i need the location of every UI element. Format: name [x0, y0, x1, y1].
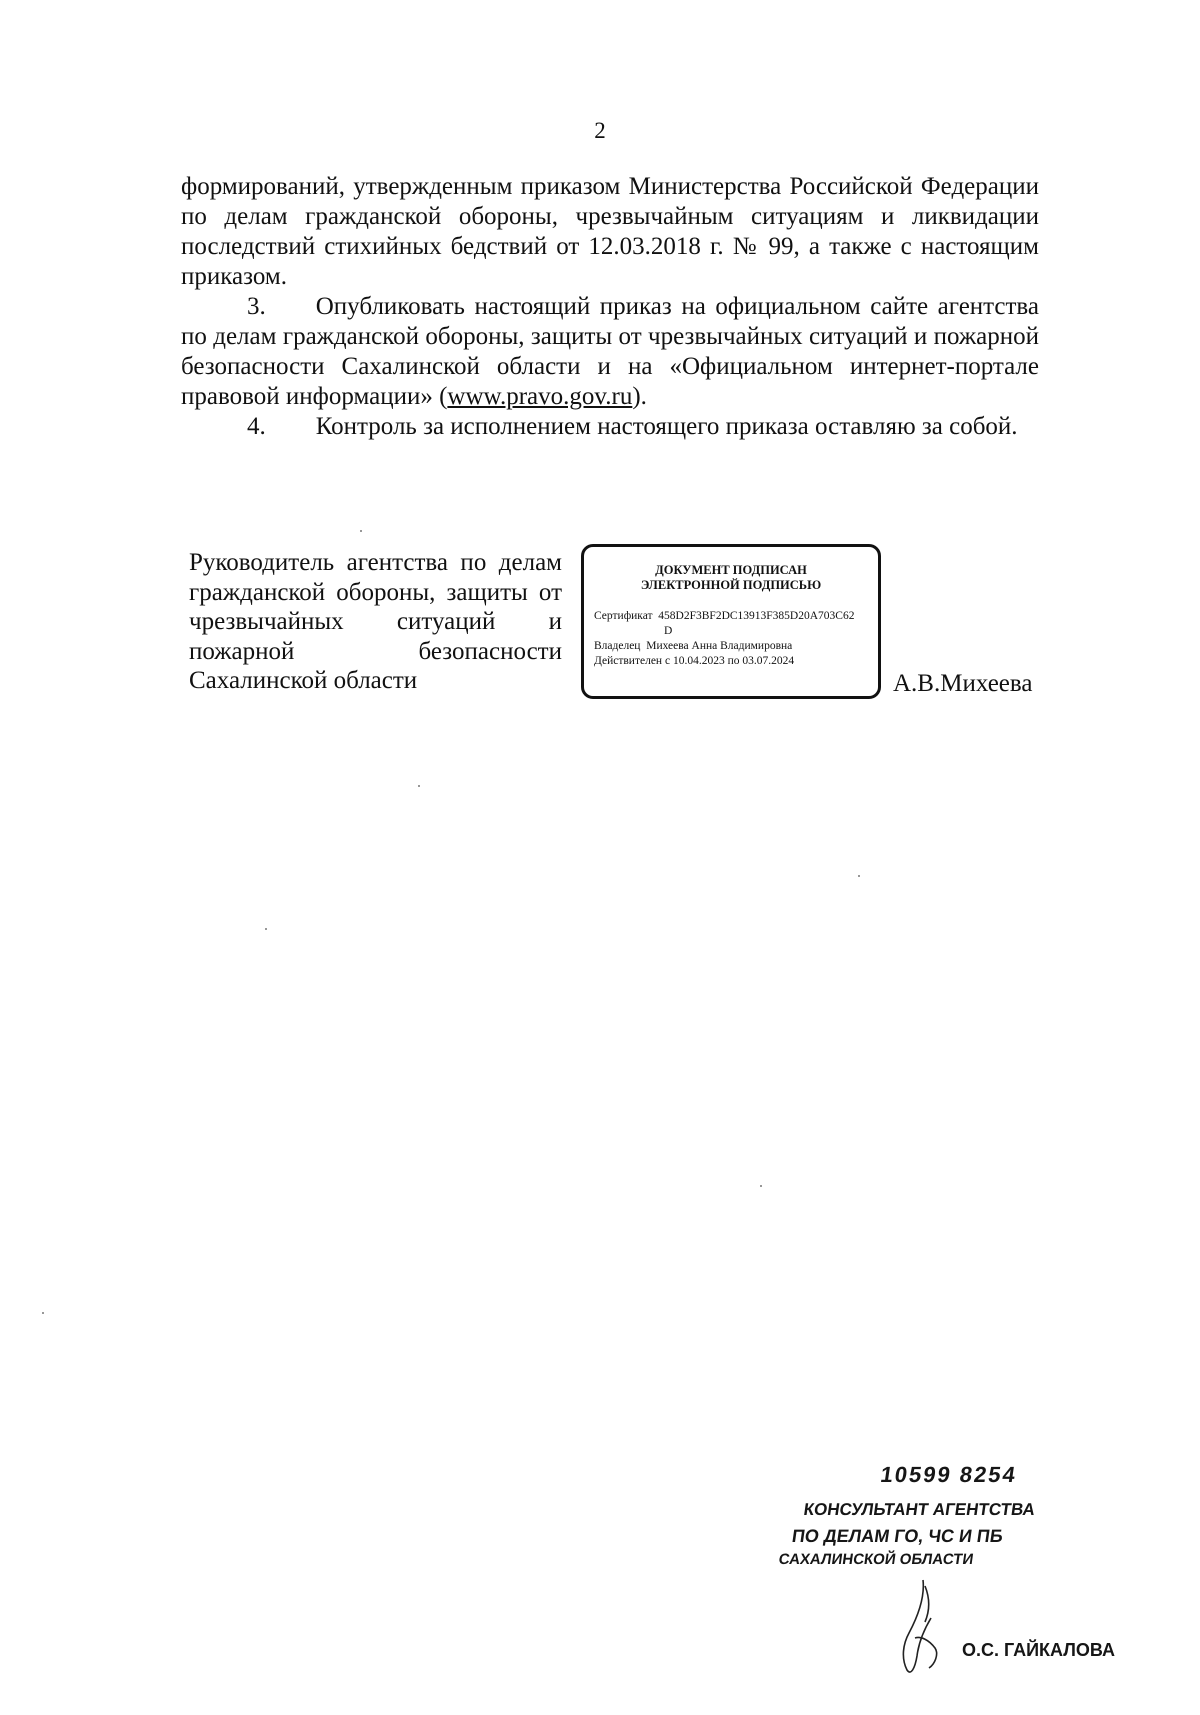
paragraph-3-text: Опубликовать настоящий приказ на официальном сайте агентства по делам гражданской обороны, защиты от чрезвычайных ситуаций и пожарной безопасности Сахалинской области и на «Официальном интернет-портале правовой информации» (	[181, 293, 1039, 410]
signer-title-line: Сахалинской области	[189, 667, 418, 694]
stamp-heading-line: ДОКУМЕНТ ПОДПИСАН	[655, 563, 807, 577]
signer-title-line: гражданской обороны, защиты от	[189, 578, 562, 606]
approval-person: О.С. ГАЙКАЛОВА	[962, 1640, 1115, 1660]
approval-stamp	[768, 1462, 1123, 1568]
approval-stamp-number: 10599 8254	[878, 1462, 1019, 1487]
e-signature-stamp	[581, 544, 881, 699]
owner-label: Владелец	[594, 640, 641, 652]
paragraph-3-tail: ).	[632, 383, 647, 410]
handwritten-signature-icon	[895, 1578, 945, 1678]
certificate-tail: D	[664, 625, 673, 637]
scan-speck	[858, 875, 860, 877]
scan-speck	[418, 785, 420, 787]
scan-speck	[265, 928, 267, 930]
document-body	[181, 172, 1039, 442]
paragraph-3	[181, 292, 1039, 412]
signer-title	[189, 548, 562, 696]
certificate-label: Сертификат	[594, 610, 653, 622]
stamp-certificate	[594, 609, 868, 624]
stamp-heading-line: ЭЛЕКТРОННОЙ ПОДПИСЬЮ	[640, 578, 822, 592]
paragraph-4-number: 4.	[247, 413, 266, 440]
certificate-value: 458D2F3BF2DC13913F385D20A703C62	[658, 610, 855, 622]
scan-speck	[42, 1312, 44, 1314]
approval-stamp-line: ПО ДЕЛАМ ГО, ЧС И ПБ	[790, 1526, 1005, 1546]
paragraph-3-number: 3.	[247, 293, 266, 320]
owner-value: Михеева Анна Владимировна	[646, 640, 793, 652]
stamp-owner	[594, 639, 868, 654]
signer-title-line: пожарной безопасности	[189, 637, 562, 665]
scan-speck	[760, 1185, 762, 1187]
signer-name: А.В.Михеева	[893, 670, 1033, 697]
pravo-gov-link[interactable]: www.pravo.gov.ru	[447, 383, 633, 410]
page-number: 2	[594, 118, 606, 143]
signer-title-line: Руководитель агентства по делам	[189, 549, 562, 576]
paragraph-continuation: формирований, утвержденным приказом Министерства Российской Федерации по делам гражданской обороны, чрезвычайным ситуациям и ликвидации последствий стихийных бедствий от 12.03.2018 г. № 99, а также с настоящим приказом.	[181, 173, 1039, 290]
paragraph-4-text: Контроль за исполнением настоящего приказа оставляю за собой.	[315, 413, 1018, 440]
approval-stamp-line: САХАЛИНСКОЙ ОБЛАСТИ	[777, 1551, 975, 1568]
signer-title-line: чрезвычайных ситуаций и	[189, 608, 562, 635]
paragraph-4	[181, 412, 1039, 442]
stamp-heading	[594, 563, 868, 593]
approval-stamp-line: КОНСУЛЬТАНТ АГЕНТСТВА	[802, 1500, 1037, 1519]
scan-speck	[360, 530, 362, 532]
stamp-validity: Действителен с 10.04.2023 по 03.07.2024	[594, 655, 795, 667]
